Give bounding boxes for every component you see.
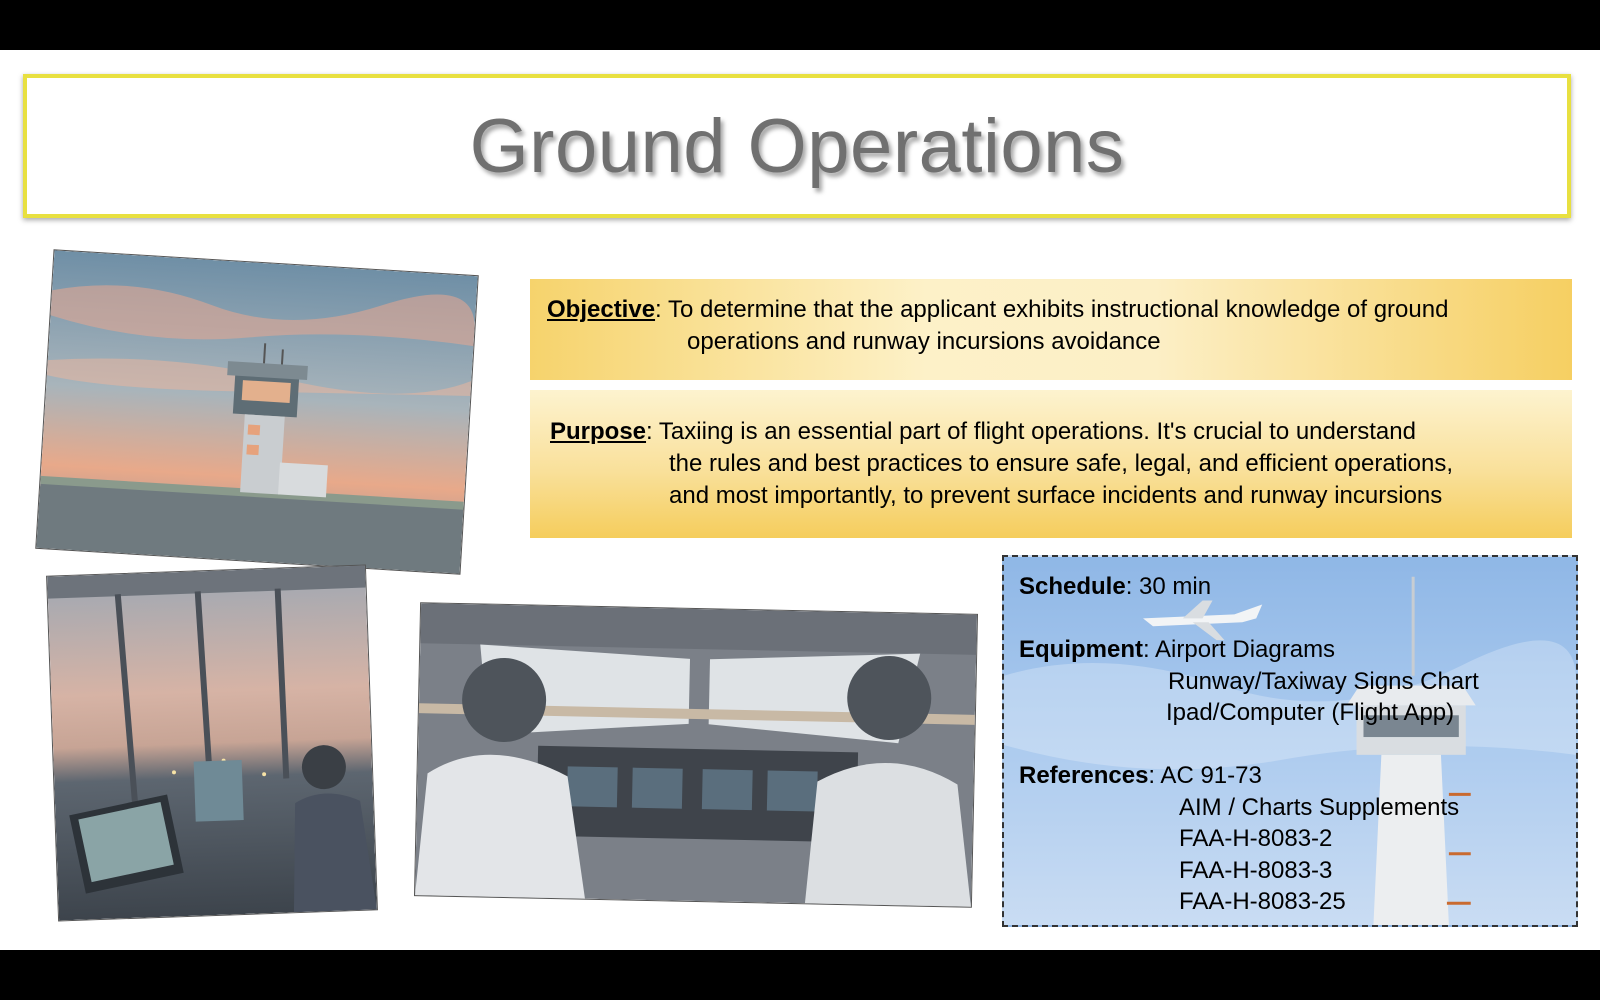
schedule-label: Schedule: [1019, 573, 1126, 600]
objective-text-1: : To determine that the applicant exhibits instructional knowledge of ground: [655, 296, 1449, 323]
equipment-row: [1019, 634, 1576, 666]
equipment-item-0: : Airport Diagrams: [1143, 636, 1336, 663]
info-box: [1002, 555, 1578, 927]
control-tower-sunset-photo: [35, 249, 479, 574]
references-label: References: [1019, 762, 1149, 789]
schedule-row: [1019, 571, 1576, 603]
cockpit-pilots-photo: [414, 602, 978, 908]
slide: [0, 50, 1600, 950]
page-title: Ground Operations: [469, 103, 1125, 189]
purpose-line-3: and most importantly, to prevent surface incidents and runway incursions: [669, 482, 1443, 509]
schedule-value: : 30 min: [1125, 573, 1212, 600]
objective-band: [530, 279, 1572, 380]
reference-item-0: : AC 91-73: [1148, 762, 1262, 789]
reference-item-4: FAA-H-8083-25: [1179, 888, 1346, 915]
reference-item-2: FAA-H-8083-2: [1179, 825, 1333, 852]
purpose-band: [530, 390, 1572, 538]
references-row: [1019, 760, 1576, 792]
equipment-item-1: Runway/Taxiway Signs Chart: [1168, 667, 1479, 695]
info-text: [1004, 557, 1576, 918]
equipment-item-2: Ipad/Computer (Flight App): [1166, 699, 1455, 726]
purpose-line-1: [550, 416, 1554, 448]
tower-cab-controller-photo: [46, 565, 378, 922]
purpose-text-1: : Taxiing is an essential part of flight operations. It's crucial to understand: [646, 418, 1416, 445]
title-box: [23, 74, 1571, 218]
equipment-label: Equipment: [1019, 636, 1143, 663]
reference-item-1: AIM / Charts Supplements: [1179, 793, 1460, 821]
purpose-label: Purpose: [550, 418, 647, 445]
reference-item-3: FAA-H-8083-3: [1179, 856, 1333, 884]
objective-line-2: operations and runway incursions avoidance: [687, 328, 1161, 355]
purpose-line-2: the rules and best practices to ensure safe, legal, and efficient operations,: [669, 450, 1454, 477]
objective-line-1: [547, 294, 1554, 326]
objective-label: Objective: [547, 296, 656, 323]
